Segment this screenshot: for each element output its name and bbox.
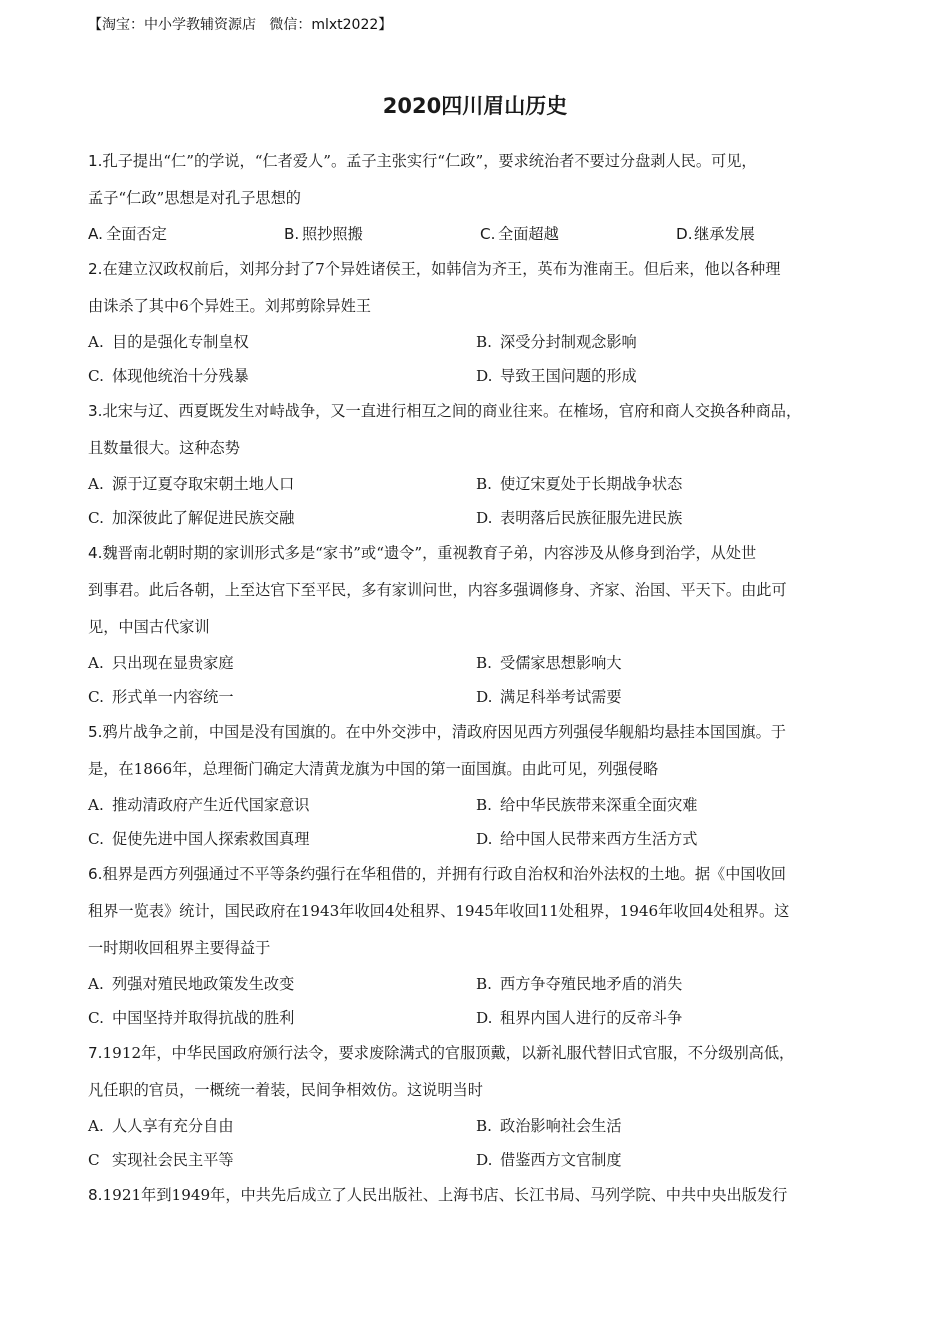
option-a[interactable] xyxy=(88,967,476,1001)
stem-line: 1921年到1949年，中共先后成立了人民出版社、上海书店、长江书局、马列学院、中共中央出版发行 xyxy=(102,1186,788,1204)
options xyxy=(88,967,873,1035)
option-key: D. xyxy=(476,367,493,385)
stem-line: 在建立汉政权前后，刘邦分封了7个异姓诸侯王，如韩信为齐王，英布为淮南王。但后来，他以各种理 xyxy=(102,260,781,278)
stem-line: 到事君。此后各朝，上至达官下至平民，多有家训问世，内容多强调修身、齐家、治国、平天下。由此可 xyxy=(88,581,787,599)
option-a[interactable] xyxy=(88,646,476,680)
question-stem xyxy=(88,1035,873,1109)
option-key: B. xyxy=(284,225,300,243)
option-text: 形式单一内容统一 xyxy=(112,688,234,706)
option-c[interactable] xyxy=(88,1143,476,1177)
option-key: C. xyxy=(480,225,496,243)
question-stem xyxy=(88,714,873,788)
option-text: 只出现在显贵家庭 xyxy=(112,654,234,672)
option-key: A. xyxy=(88,654,104,672)
option-c[interactable] xyxy=(480,217,676,251)
option-text: 受儒家思想影响大 xyxy=(500,654,622,672)
question-4 xyxy=(88,535,873,714)
options xyxy=(88,788,873,856)
option-b[interactable] xyxy=(476,325,873,359)
option-key: D. xyxy=(476,509,493,527)
option-key: C. xyxy=(88,1009,104,1027)
option-d[interactable] xyxy=(676,217,872,251)
option-c[interactable] xyxy=(88,359,476,393)
option-key: A. xyxy=(88,796,104,814)
option-key: A. xyxy=(88,975,104,993)
option-key: B. xyxy=(476,975,492,993)
question-number: 5. xyxy=(88,723,103,741)
stem-line: 租界一览表》统计，国民政府在1943年收回4处租界、1945年收回11处租界，1946年收回4处租界。这 xyxy=(88,902,790,920)
option-key: A. xyxy=(88,225,103,243)
question-stem xyxy=(88,143,873,217)
option-b[interactable] xyxy=(284,217,480,251)
options xyxy=(88,467,873,535)
stem-line: 是，在1866年，总理衙门确定大清黄龙旗为中国的第一面国旗。由此可见，列强侵略 xyxy=(88,760,659,778)
option-key: B. xyxy=(476,1117,492,1135)
options xyxy=(88,217,873,251)
option-text: 加深彼此了解促进民族交融 xyxy=(112,509,295,527)
option-text: 深受分封制观念影响 xyxy=(500,333,637,351)
stem-line: 北宋与辽、西夏既发生对峙战争，又一直进行相互之间的商业往来。在榷场，官府和商人交换各种商品， xyxy=(102,402,802,420)
question-6 xyxy=(88,856,873,1035)
option-text: 体现他统治十分残暴 xyxy=(112,367,249,385)
question-1 xyxy=(88,143,873,251)
stem-line: 1912年，中华民国政府颁行法令，要求废除满式的官服顶戴，以新礼服代替旧式官服，不分级别高低， xyxy=(102,1044,795,1062)
question-5 xyxy=(88,714,873,856)
option-text: 全面否定 xyxy=(106,225,167,243)
options xyxy=(88,325,873,393)
option-text: 借鉴西方文官制度 xyxy=(500,1151,622,1169)
option-text: 推动清政府产生近代国家意识 xyxy=(112,796,310,814)
option-key: D. xyxy=(476,830,493,848)
stem-line: 鸦片战争之前，中国是没有国旗的。在中外交涉中，清政府因见西方列强侵华舰船均悬挂本国国旗。于 xyxy=(102,723,786,741)
question-stem xyxy=(88,535,873,646)
question-stem xyxy=(88,393,873,467)
option-key: C. xyxy=(88,830,104,848)
option-text: 照抄照搬 xyxy=(302,225,363,243)
option-text: 全面超越 xyxy=(498,225,559,243)
option-d[interactable] xyxy=(476,1001,873,1035)
option-key: B. xyxy=(476,796,492,814)
question-number: 6. xyxy=(88,865,103,883)
page-title: 2020四川眉山历史 xyxy=(382,94,568,118)
stem-line: 凡任职的官员，一概统一着装，民间争相效仿。这说明当时 xyxy=(88,1081,483,1099)
option-key: C. xyxy=(88,367,104,385)
option-d[interactable] xyxy=(476,359,873,393)
question-2 xyxy=(88,251,873,393)
stem-line: 孟子“仁政”思想是对孔子思想的 xyxy=(88,189,301,207)
question-stem xyxy=(88,856,873,967)
option-key: C. xyxy=(88,509,104,527)
stem-line: 且数量很大。这种态势 xyxy=(88,439,240,457)
option-key: A. xyxy=(88,1117,104,1135)
option-d[interactable] xyxy=(476,680,873,714)
option-a[interactable] xyxy=(88,217,284,251)
option-text: 使辽宋夏处于长期战争状态 xyxy=(500,475,683,493)
option-key: A. xyxy=(88,475,104,493)
option-key: C. xyxy=(88,688,104,706)
question-7 xyxy=(88,1035,873,1177)
option-text: 西方争夺殖民地矛盾的消失 xyxy=(500,975,683,993)
option-text: 列强对殖民地政策发生改变 xyxy=(112,975,295,993)
option-text: 表明落后民族征服先进民族 xyxy=(500,509,683,527)
option-b[interactable] xyxy=(476,788,873,822)
option-key: B. xyxy=(476,654,492,672)
option-text: 人人享有充分自由 xyxy=(112,1117,234,1135)
option-b[interactable] xyxy=(476,967,873,1001)
option-text: 导致王国问题的形成 xyxy=(500,367,637,385)
option-c[interactable] xyxy=(88,822,476,856)
option-text: 给中国人民带来西方生活方式 xyxy=(500,830,698,848)
option-text: 给中华民族带来深重全面灾难 xyxy=(500,796,698,814)
option-d[interactable] xyxy=(476,501,873,535)
option-key: D. xyxy=(476,1009,493,1027)
options xyxy=(88,646,873,714)
option-c[interactable] xyxy=(88,1001,476,1035)
question-list xyxy=(88,143,873,1214)
option-c[interactable] xyxy=(88,680,476,714)
option-text: 政治影响社会生活 xyxy=(500,1117,622,1135)
question-number: 4. xyxy=(88,544,103,562)
question-number: 1. xyxy=(88,152,103,170)
option-text: 源于辽夏夺取宋朝土地人口 xyxy=(112,475,295,493)
option-a[interactable] xyxy=(88,1109,476,1143)
option-text: 促使先进中国人探索救国真理 xyxy=(112,830,310,848)
options xyxy=(88,1109,873,1177)
option-key: B. xyxy=(476,333,492,351)
option-key: D. xyxy=(676,225,693,243)
stem-line: 见，中国古代家训 xyxy=(88,618,210,636)
option-key: C xyxy=(88,1151,100,1169)
option-text: 目的是强化专制皇权 xyxy=(112,333,249,351)
option-b[interactable] xyxy=(476,646,873,680)
option-key: B. xyxy=(476,475,492,493)
option-d[interactable] xyxy=(476,822,873,856)
stem-line: 孔子提出“仁”的学说，“仁者爱人”。孟子主张实行“仁政”，要求统治者不要过分盘剥人民。可见， xyxy=(102,152,757,170)
question-8 xyxy=(88,1177,873,1214)
option-c[interactable] xyxy=(88,501,476,535)
option-b[interactable] xyxy=(476,467,873,501)
option-key: D. xyxy=(476,688,493,706)
option-key: A. xyxy=(88,333,104,351)
stem-line: 租界是西方列强通过不平等条约强行在华租借的，并拥有行政自治权和治外法权的土地。据《中国收回 xyxy=(102,865,786,883)
option-text: 继承发展 xyxy=(694,225,755,243)
question-number: 8. xyxy=(88,1186,103,1204)
watermark-header: 【淘宝：中小学教辅资源店 微信：mlxt2022】 xyxy=(88,17,393,33)
question-number: 3. xyxy=(88,402,103,420)
option-a[interactable] xyxy=(88,325,476,359)
stem-line: 一时期收回租界主要得益于 xyxy=(88,939,271,957)
stem-line: 魏晋南北朝时期的家训形式多是“家书”或“遗令”，重视教育子弟，内容涉及从修身到治学，从处世 xyxy=(102,544,757,562)
option-a[interactable] xyxy=(88,467,476,501)
option-a[interactable] xyxy=(88,788,476,822)
option-text: 实现社会民主平等 xyxy=(112,1151,234,1169)
stem-line: 由诛杀了其中6个异姓王。刘邦剪除异姓王 xyxy=(88,297,372,315)
option-text: 租界内国人进行的反帝斗争 xyxy=(500,1009,683,1027)
question-stem xyxy=(88,251,873,325)
option-key: D. xyxy=(476,1151,493,1169)
option-b[interactable] xyxy=(476,1109,873,1143)
question-number: 7. xyxy=(88,1044,103,1062)
option-d[interactable] xyxy=(476,1143,873,1177)
question-number: 2. xyxy=(88,260,103,278)
question-3 xyxy=(88,393,873,535)
option-text: 满足科举考试需要 xyxy=(500,688,622,706)
option-text: 中国坚持并取得抗战的胜利 xyxy=(112,1009,295,1027)
question-stem xyxy=(88,1177,873,1214)
